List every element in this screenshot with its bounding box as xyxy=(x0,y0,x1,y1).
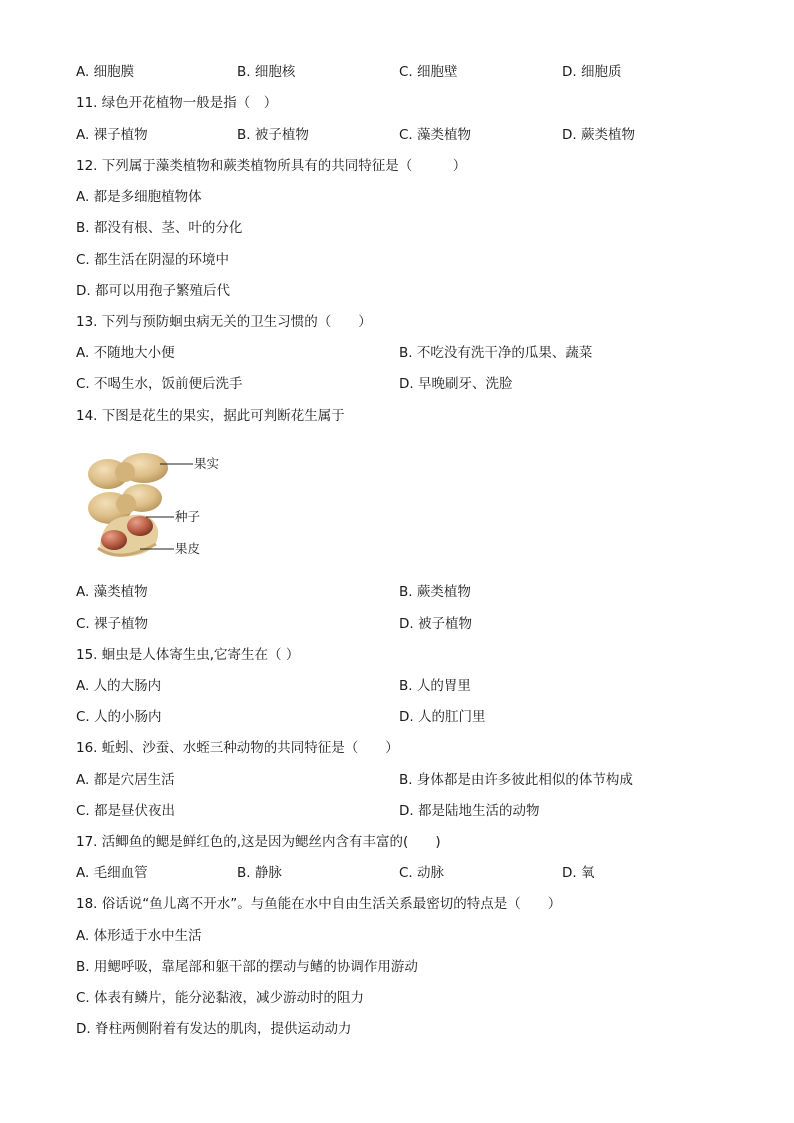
option-c: C. 都生活在阴湿的环境中 xyxy=(76,252,230,268)
option-c: C. 细胞壁 xyxy=(399,64,458,80)
option-d: D. 细胞质 xyxy=(562,64,622,80)
option-a: A. 裸子植物 xyxy=(76,127,148,143)
option-b: B. 身体都是由许多彼此相似的体节构成 xyxy=(399,772,633,788)
whole-peanut-top xyxy=(88,453,168,489)
option-a: A. 不随地大小便 xyxy=(76,345,175,361)
option-c: C. 裸子植物 xyxy=(76,616,149,632)
peanut-figure xyxy=(80,448,240,568)
option-b: B. 静脉 xyxy=(237,865,282,881)
option-d: D. 都可以用孢子繁殖后代 xyxy=(76,283,230,299)
fruit-label: 果实 xyxy=(194,456,220,471)
question-stem: 14. 下图是花生的果实，据此可判断花生属于 xyxy=(76,408,345,424)
option-a: A. 都是多细胞植物体 xyxy=(76,189,202,205)
question-stem: 15. 蛔虫是人体寄生虫,它寄生在（ ） xyxy=(76,647,300,663)
seed-label: 种子 xyxy=(175,509,201,524)
option-b: B. 被子植物 xyxy=(237,127,309,143)
option-a: A. 细胞膜 xyxy=(76,64,135,80)
option-c: C. 不喝生水，饭前便后洗手 xyxy=(76,376,243,392)
option-a: A. 体形适于水中生活 xyxy=(76,928,202,944)
option-d: D. 被子植物 xyxy=(399,616,472,632)
option-d: D. 氧 xyxy=(562,865,595,881)
option-b: B. 蕨类植物 xyxy=(399,584,471,600)
question-stem: 11. 绿色开花植物一般是指（ ） xyxy=(76,95,278,111)
option-b: B. 用鳃呼吸，靠尾部和躯干部的摆动与鳍的协调作用游动 xyxy=(76,959,418,975)
option-b: B. 细胞核 xyxy=(237,64,296,80)
question-stem: 18. 俗话说“鱼儿离不开水”。与鱼能在水中自由生活关系最密切的特点是（ ） xyxy=(76,896,562,912)
option-a: A. 人的大肠内 xyxy=(76,678,162,694)
option-d: D. 脊柱两侧附着有发达的肌肉，提供运动动力 xyxy=(76,1021,352,1037)
option-d: D. 都是陆地生活的动物 xyxy=(399,803,540,819)
option-b: B. 都没有根、茎、叶的分化 xyxy=(76,220,243,236)
option-d: D. 蕨类植物 xyxy=(562,127,635,143)
option-a: A. 藻类植物 xyxy=(76,584,148,600)
question-stem: 16. 蚯蚓、沙蚕、水蛭三种动物的共同特征是（ ） xyxy=(76,740,399,756)
question-stem: 12. 下列属于藻类植物和蕨类植物所具有的共同特征是（ ） xyxy=(76,158,467,174)
option-b: B. 人的胃里 xyxy=(399,678,471,694)
option-a: A. 毛细血管 xyxy=(76,865,148,881)
question-stem: 13. 下列与预防蛔虫病无关的卫生习惯的（ ） xyxy=(76,314,372,330)
option-b: B. 不吃没有洗干净的瓜果、蔬菜 xyxy=(399,345,593,361)
pericarp-label: 果皮 xyxy=(175,541,201,556)
option-c: C. 都是昼伏夜出 xyxy=(76,803,176,819)
option-d: D. 人的肛门里 xyxy=(399,709,486,725)
option-c: C. 藻类植物 xyxy=(399,127,472,143)
option-c: C. 动脉 xyxy=(399,865,445,881)
option-c: C. 人的小肠内 xyxy=(76,709,162,725)
option-a: A. 都是穴居生活 xyxy=(76,772,175,788)
option-d: D. 早晚刷牙、洗脸 xyxy=(399,376,513,392)
question-stem: 17. 活鲫鱼的鳃是鲜红色的,这是因为鳃丝内含有丰富的( ) xyxy=(76,834,441,850)
option-c: C. 体表有鳞片，能分泌黏液，减少游动时的阻力 xyxy=(76,990,365,1006)
